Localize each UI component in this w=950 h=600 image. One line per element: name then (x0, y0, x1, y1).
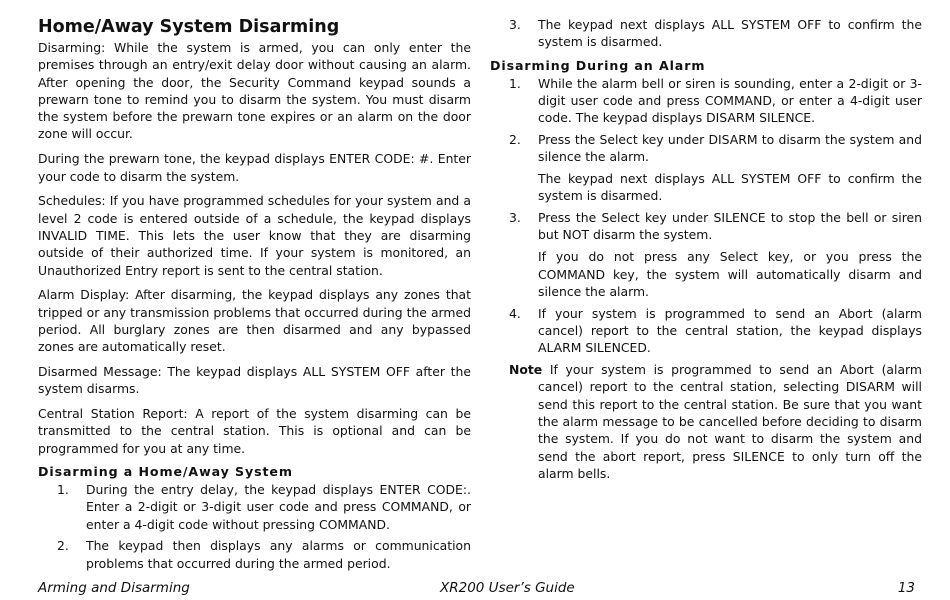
step-subtext: If you do not press any Select key, or you press the COMMAND key, the system will automatically disarm and silence the alarm. (538, 249, 922, 299)
disarming-paragraph: Disarming: While the system is armed, you can only enter the premises through an entry/exit delay door without causing an alarm. After opening the door, the Security Command keypad sounds a prewarn tone to remind you to disarm the system. You must disarm the system before the prewarn tone expires or an alarm on the door zone will occur. (38, 40, 471, 142)
step-text: If your system is programmed to send an Abort (alarm cancel) report to the central station, the keypad displays ALARM SILENCED. (538, 305, 922, 356)
footer-guide-title: XR200 User’s Guide (440, 580, 575, 596)
schedules-paragraph: Schedules: If you have programmed schedules for your system and a level 2 code is entered outside of a schedule, the keypad displays INVALID TIME. This lets the user know that they are disarming outside of their authorized time. If your system is monitored, an Unauthorized Entry report is sent to the central station. (38, 193, 471, 278)
list-item (490, 209, 922, 300)
list-item (490, 16, 922, 51)
right-column (490, 16, 922, 482)
list-item (490, 75, 922, 127)
left-column (38, 16, 471, 577)
step-number: 3. (509, 17, 521, 32)
disarmed-message-paragraph: Disarmed Message: The keypad displays ALL SYSTEM OFF after the system disarms. (38, 364, 471, 397)
page-footer (38, 580, 915, 598)
step-number: 2. (57, 538, 69, 554)
page-title: Home/Away System Disarming (38, 17, 340, 37)
central-station-paragraph: Central Station Report: A report of the system disarming can be transmitted to the central station. This is optional and can be programmed for you at any time. (38, 406, 471, 456)
step-text: Press the Select key under SILENCE to stop the bell or siren but NOT disarm the system. (538, 210, 922, 243)
section-heading-disarming-during-alarm: Disarming During an Alarm (490, 57, 706, 73)
step-number: 3. (509, 210, 521, 226)
step-number: 2. (509, 131, 521, 147)
step-number: 4. (509, 305, 521, 321)
step-text: The keypad next displays ALL SYSTEM OFF to confirm the system is disarmed. (538, 17, 922, 50)
alarm-display-paragraph: Alarm Display: After disarming, the keypad displays any zones that tripped or any transmission problems that occurred during the armed period. All burglary zones are then disarmed and any bypassed zones are automatically reset. (38, 287, 471, 355)
step-text: Press the Select key under DISARM to disarm the system and silence the alarm. (538, 131, 922, 165)
step-number: 1. (57, 482, 69, 498)
list-item (490, 305, 922, 357)
step-text: During the entry delay, the keypad displays ENTER CODE:. Enter a 2-digit or 3-digit user code and press COMMAND, or enter a 4-digit code without pressing COMMAND. (86, 482, 471, 532)
step-subtext: The keypad next displays ALL SYSTEM OFF to confirm the system is disarmed. (538, 171, 922, 204)
list-item (38, 481, 471, 533)
footer-page-number: 13 (897, 580, 915, 596)
home-away-steps-list (38, 481, 471, 572)
list-item (490, 131, 922, 205)
step-text: The keypad then displays any alarms or communication problems that occurred during the armed period. (86, 538, 471, 571)
step-text: While the alarm bell or siren is sounding, enter a 2-digit or 3-digit user code and press COMMAND, or enter a 4-digit user code. The keypad displays DISARM SILENCE. (538, 75, 922, 126)
alarm-steps-list (490, 75, 922, 357)
note-text: : If your system is programmed to send an Abort (alarm cancel) report to the central station, selecting DISARM will send this report to the central station. Be sure that you want the alarm message to be cancelled before deciding to disarm the system. If you do not want to disarm the system and send the abort report, press SILENCE to only turn off the alarm bells. (538, 362, 922, 481)
prewarn-paragraph: During the prewarn tone, the keypad displays ENTER CODE: #. Enter your code to disarm the system. (38, 151, 471, 184)
continued-steps-list (490, 16, 922, 51)
step-number: 1. (509, 75, 521, 91)
section-heading-disarming-home-away: Disarming a Home/Away System (38, 464, 293, 480)
list-item (38, 537, 471, 572)
footer-chapter: Arming and Disarming (38, 580, 190, 596)
note-label: Note (509, 362, 543, 378)
note-block (490, 361, 922, 482)
